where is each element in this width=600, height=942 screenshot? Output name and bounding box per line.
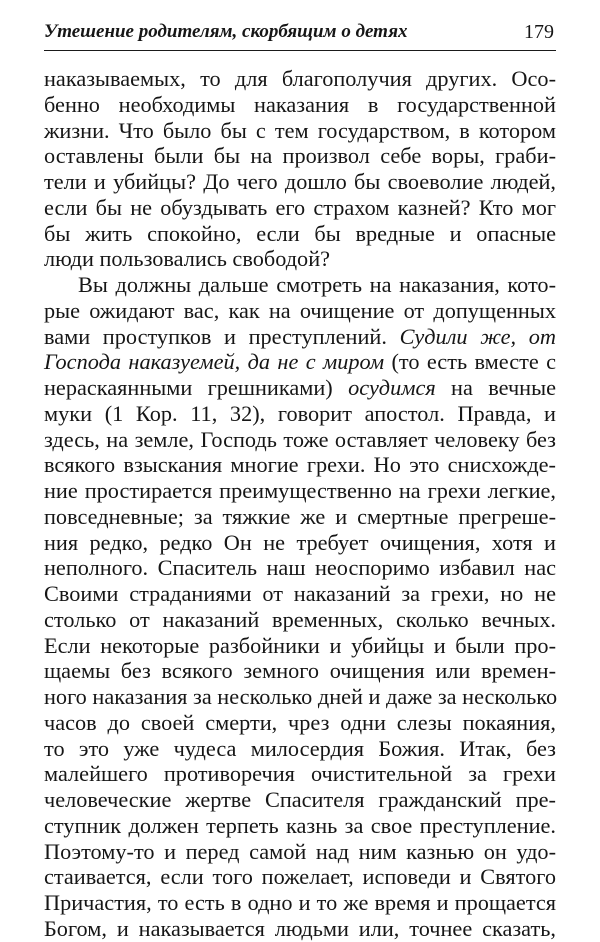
line-text: люди пользовались свободой? [44, 246, 331, 272]
line-text: повседневные; за тяжкие же и смертные прегреше- [44, 503, 556, 529]
line-text: всякого взыскания многие грехи. Но это снисхожде- [44, 452, 556, 478]
line-text: ния редко, редко Он не требует очищения, хотя и [44, 529, 556, 555]
line-text: наказываемых, то для благополучия других. Осо- [44, 66, 556, 91]
text-line [44, 92, 556, 118]
text-line [44, 607, 556, 633]
text-line [44, 581, 556, 607]
line-text: ступник должен терпеть казнь за свое преступление. [44, 812, 556, 838]
line-text: муки (1 Кор. 11, 32), говорит апостол. Правда, и [44, 400, 556, 426]
line-text: неполного. Спаситель наш неоспоримо избавил нас [44, 555, 556, 581]
body-text [44, 66, 556, 942]
line-text: ние простирается преимущественно на грехи легкие, [44, 478, 556, 503]
text-line [44, 813, 556, 839]
line-text: Если некоторые разбойники и убийцы и были про- [44, 632, 556, 658]
line-text: бенно необходимы наказания в государственной [44, 91, 556, 117]
text-line [44, 736, 556, 762]
text-line [44, 555, 556, 581]
line-text: то это уже чудеса милосердия Божия. Итак, без [44, 735, 556, 761]
text-line [44, 246, 556, 272]
text-line [44, 452, 556, 478]
text-line [44, 839, 556, 865]
text-line [44, 169, 556, 195]
line-text: рые ожидают вас, как на очищение от допущенных [44, 297, 556, 323]
page-header [44, 18, 556, 48]
text-line [44, 66, 556, 92]
line-text: стаивается, если того пожелает, исповеди и Святого [44, 864, 556, 890]
text-line [44, 787, 556, 813]
line-text: человеческие жертве Спасителя гражданский пре- [44, 787, 556, 812]
text-line [44, 349, 556, 375]
italic-quote-text: осудимся [348, 375, 436, 400]
text-line [44, 401, 556, 427]
text-line [44, 530, 556, 556]
line-text: (то есть вместе с [384, 349, 556, 375]
text-line [44, 633, 556, 659]
header-rule [44, 50, 556, 51]
text-line [44, 375, 556, 401]
line-text: оставлены были бы на произвол себе воры, граби- [44, 143, 556, 169]
line-text: малейшего противоречия очистительной за грехи [44, 761, 556, 787]
text-line [44, 478, 556, 504]
text-line [44, 298, 556, 324]
line-text: часов до своей смерти, чрез одни слезы покаяния, [44, 709, 556, 735]
line-text: жизни. Что было бы с тем государством, в котором [44, 117, 556, 143]
line-text: здесь, на земле, Господь тоже оставляет человеку без [44, 426, 556, 452]
text-line [44, 118, 556, 144]
text-line [44, 504, 556, 530]
line-text: если бы не обуздывать его страхом казней? Кто мог [44, 194, 556, 220]
text-line [44, 890, 556, 916]
italic-quote-text: Судили же, от [399, 323, 556, 349]
italic-quote-text: Господа наказуемей, да не с миром [44, 349, 385, 375]
line-text: тели и убийцы? До чего дошло бы своеволие людей, [44, 169, 556, 194]
line-text: Поэтому-то и перед самой над ним казнью он удо- [44, 838, 556, 864]
line-text: нераскаянными грешниками) [44, 375, 349, 400]
line-text: ного наказания за несколько дней и даже за несколько [44, 684, 558, 709]
text-line [44, 658, 556, 684]
line-text: Причастия, то есть в одно и то же время и прощается [44, 890, 556, 915]
text-line [44, 761, 556, 787]
line-text: щаемы без всякого земного очищения или времен- [44, 658, 556, 684]
running-title: Утешение родителям, скорбящим о детях [44, 21, 408, 42]
text-line [44, 272, 556, 298]
line-text: бы жить спокойно, если бы вредные и опасные [44, 220, 556, 246]
page-number: 179 [524, 21, 554, 43]
line-text: Вы должны дальше смотреть на наказания, кото- [78, 272, 556, 297]
text-line [44, 864, 556, 890]
text-line [44, 324, 556, 350]
line-text: вами проступков и преступлений. [44, 323, 400, 349]
line-text: столько от наказаний временных, сколько вечных. [44, 606, 556, 632]
line-text: Своими страданиями от наказаний за грехи, но не [44, 581, 556, 606]
text-line [44, 195, 556, 221]
text-line [44, 221, 556, 247]
line-text: Богом, и наказывается людьми или, точнее сказать, [44, 915, 556, 941]
text-line [44, 710, 556, 736]
line-text: на вечные [435, 375, 556, 400]
text-line [44, 684, 556, 710]
text-line [44, 427, 556, 453]
text-line [44, 143, 556, 169]
